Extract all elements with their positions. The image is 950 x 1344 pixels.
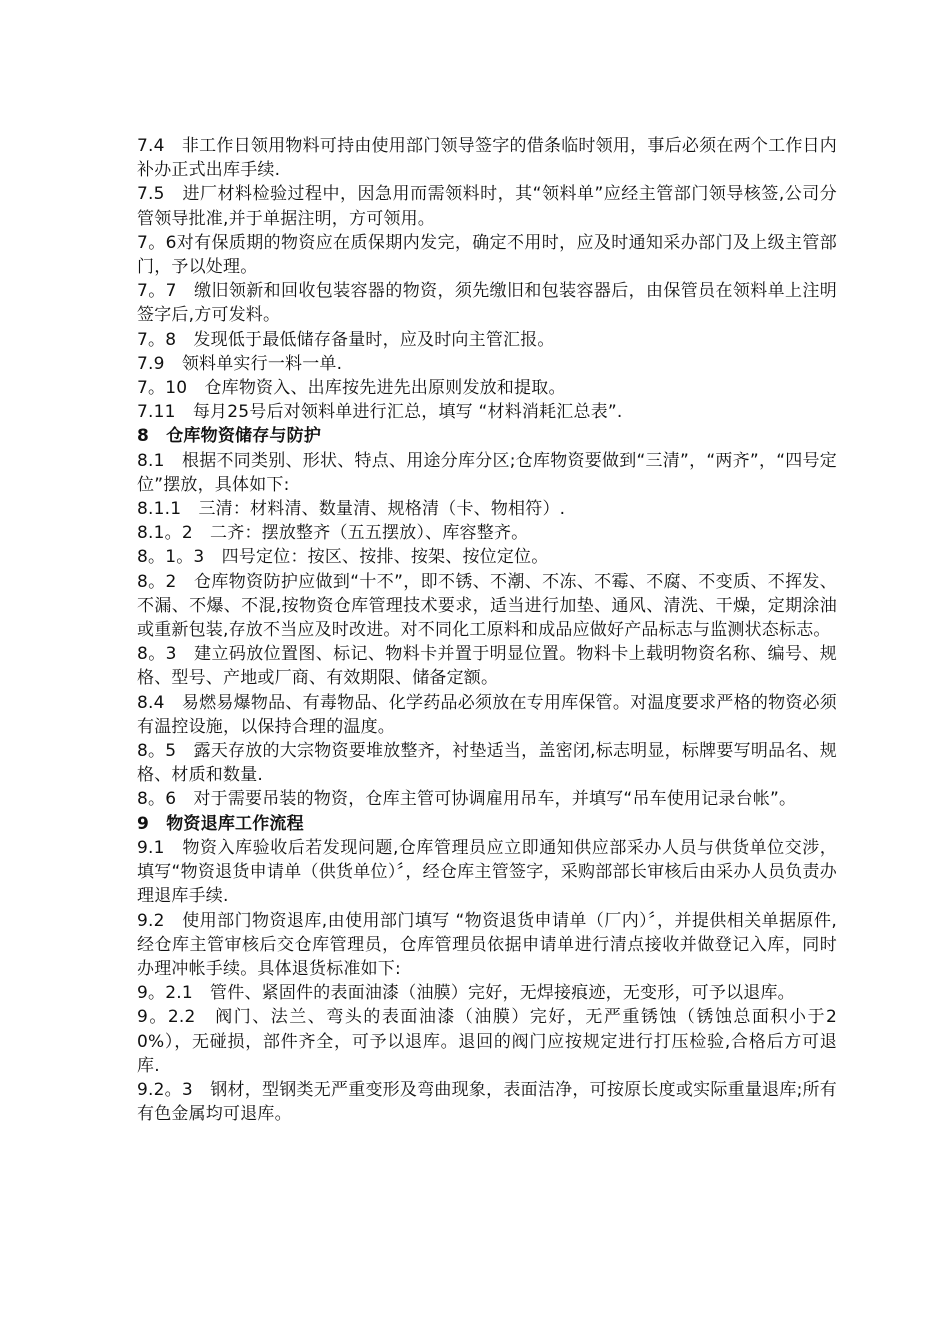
paragraph-9-1: 9.1 物资入库验收后若发现问题,仓库管理员应立即通知供应部采办人员与供货单位交涉，填写“物资退货申请单（供货单位）〞，经仓库主管签字，采购部部长审核后由采办人员负责办理退库手续.: [137, 837, 837, 907]
paragraph-8-1-1: 8.1.1 三清：材料清、数量清、规格清（卡、物相符）.: [137, 499, 566, 520]
paragraph-8-1-3: 8。1。3 四号定位：按区、按排、按架、按位定位。: [137, 547, 549, 568]
paragraph-9-2: 9.2 使用部门物资退库,由使用部门填写 “物资退货申请单（厂内）〞，并提供相关单据原件,经仓库主管审核后交仓库管理员，仓库管理员依据申请单进行清点接收并做登记入库，同时办理冲帐手续。具体退货标准如下:: [137, 910, 837, 979]
paragraph-7-9: 7.9 领料单实行一料一单.: [137, 353, 343, 374]
paragraph-7-5: 7.5 进厂材料检验过程中，因急用而需领料时，其“领料单”应经主管部门领导核签,公司分管领导批准,并于单据注明，方可领用。: [137, 184, 837, 229]
section-heading-8: 8 仓库物资储存与防护: [137, 426, 322, 447]
paragraph-9-2-1: 9。2.1 管件、紧固件的表面油漆（油膜）完好，无焊接痕迹，无变形，可予以退库。: [137, 983, 795, 1004]
paragraph-8-2: 8。2 仓库物资防护应做到“十不”，即不锈、不潮、不冻、不霉、不腐、不变质、不挥发、不漏、不爆、不混,按物资仓库管理技术要求，适当进行加垫、通风、清洗、干燥，定期涂油或重新包装,存放不当应及时改进。对不同化工原料和成品应做好产品标志与监测状态标志。: [137, 571, 837, 641]
paragraph-8-1: 8.1 根据不同类别、形状、特点、用途分库分区;仓库物资要做到“三清”，“两齐”，“四号定位”摆放，具体如下:: [137, 450, 837, 495]
document-body: [137, 134, 837, 1126]
paragraph-7-4: 7.4 非工作日领用物料可持由使用部门领导签字的借条临时领用，事后必须在两个工作日内补办正式出库手续.: [137, 136, 837, 181]
paragraph-8-6: 8。6 对于需要吊装的物资，仓库主管可协调雇用吊车，并填写“吊车使用记录台帐”。: [137, 789, 797, 810]
paragraph-9-2-2: 9。2.2 阀门、法兰、弯头的表面油漆（油膜）完好，无严重锈蚀（锈蚀总面积小于20%），无碰损，部件齐全，可予以退库。退回的阀门应按规定进行打压检验,合格后方可退库.: [137, 1007, 837, 1076]
paragraph-9-2-3: 9.2。3 钢材，型钢类无严重变形及弯曲现象，表面洁净，可按原长度或实际重量退库;所有有色金属均可退库。: [137, 1079, 837, 1125]
paragraph-7-6: 7。6对有保质期的物资应在质保期内发完，确定不用时，应及时通知采办部门及上级主管部门，予以处理。: [137, 232, 837, 278]
paragraph-7-7: 7。7 缴旧领新和回收包装容器的物资，须先缴旧和包装容器后，由保管员在领料单上注明签字后,方可发料。: [137, 281, 837, 326]
paragraph-7-11: 7.11 每月25号后对领料单进行汇总，填写 “材料消耗汇总表”.: [137, 402, 623, 423]
paragraph-8-3: 8。3 建立码放位置图、标记、物料卡并置于明显位置。物料卡上载明物资名称、编号、规格、型号、产地或厂商、有效期限、储备定额。: [137, 644, 837, 689]
paragraph-8-4: 8.4 易燃易爆物品、有毒物品、化学药品必须放在专用库保管。对温度要求严格的物资必须有温控设施，以保持合理的温度。: [137, 692, 837, 737]
paragraph-7-8: 7。8 发现低于最低储存备量时，应及时向主管汇报。: [137, 329, 555, 350]
section-heading-9: 9 物资退库工作流程: [137, 813, 304, 834]
paragraph-7-10: 7。10 仓库物资入、出库按先进先出原则发放和提取。: [137, 378, 566, 399]
paragraph-8-5: 8。5 露天存放的大宗物资要堆放整齐，衬垫适当，盖密闭,标志明显，标牌要写明品名、规格、材质和数量.: [137, 741, 837, 786]
paragraph-8-1-2: 8.1。2 二齐：摆放整齐（五五摆放）、库容整齐。: [137, 523, 529, 544]
